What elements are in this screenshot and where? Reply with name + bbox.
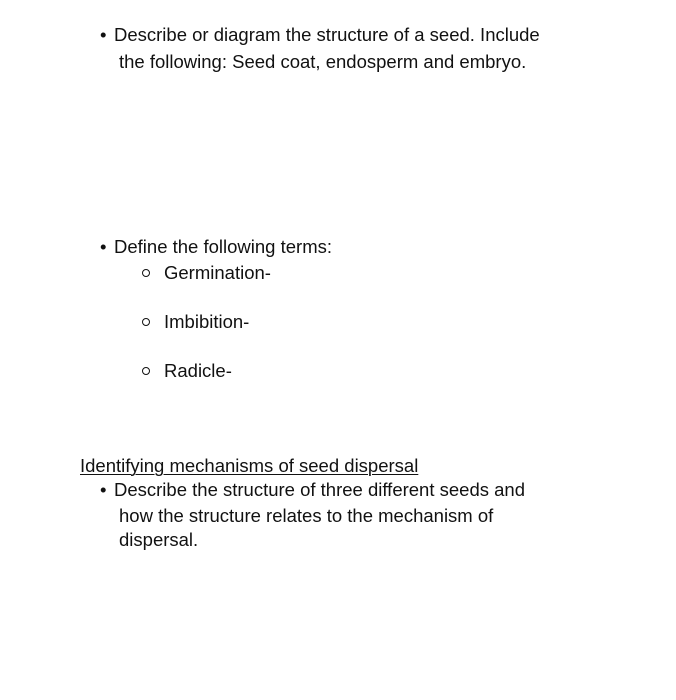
section-heading: Identifying mechanisms of seed dispersal	[80, 455, 419, 476]
term-label: Imbibition-	[164, 311, 250, 332]
circle-bullet-icon	[142, 367, 150, 375]
define-terms-title: Define the following terms:	[114, 236, 332, 257]
circle-bullet-icon	[142, 318, 150, 326]
bullet: •	[100, 236, 107, 257]
question-line-2: how the structure relates to the mechanism of	[119, 505, 494, 526]
question-line-3: dispersal.	[119, 529, 199, 550]
question-line-1: Describe the structure of three different seeds and	[114, 479, 526, 500]
question-line-2: the following: Seed coat, endosperm and embryo.	[119, 51, 527, 72]
circle-bullet-icon	[142, 269, 150, 277]
term-label: Radicle-	[164, 360, 232, 381]
bullet: •	[100, 24, 107, 45]
term-label: Germination-	[164, 262, 271, 283]
bullet: •	[100, 479, 107, 500]
question-line-1: Describe or diagram the structure of a seed. Include	[114, 24, 540, 45]
